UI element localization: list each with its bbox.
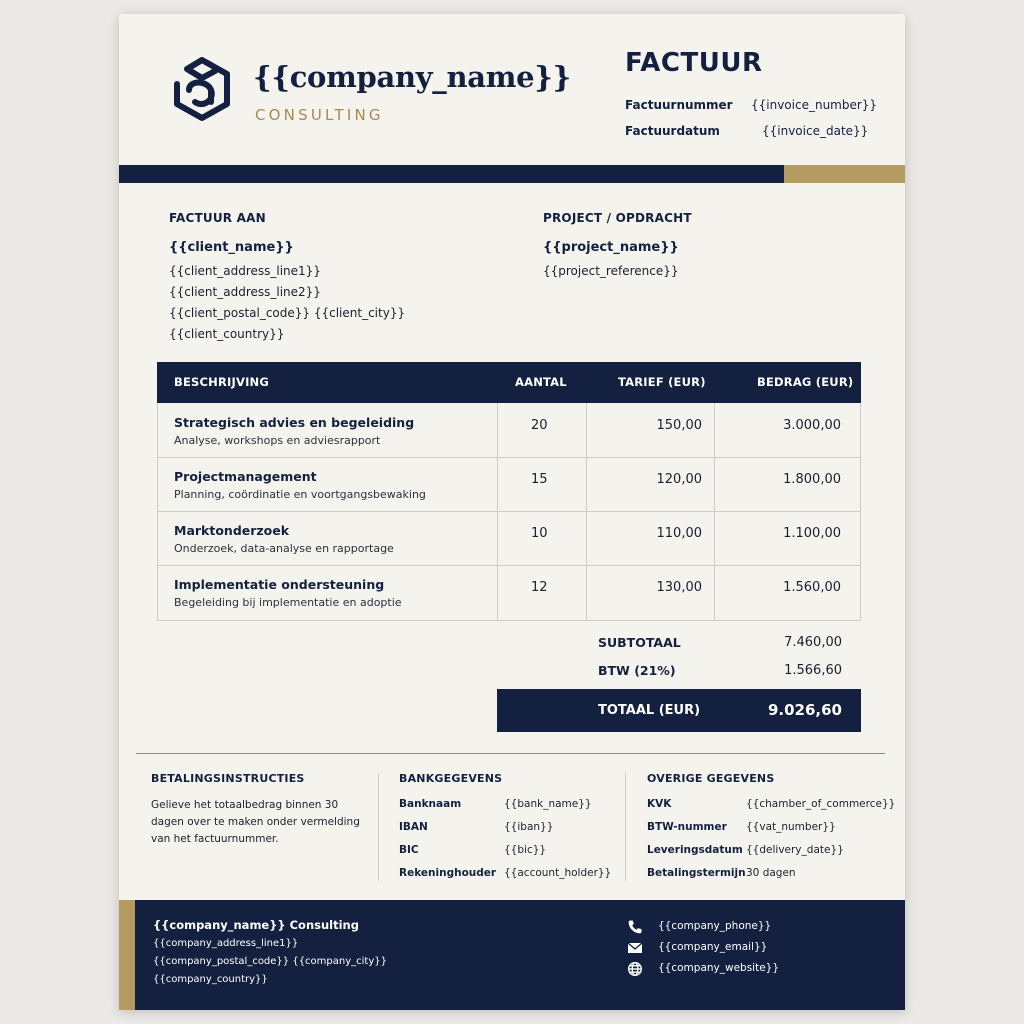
footer-website: {{company_website}} [658,962,780,974]
invoice-number-value: {{invoice_number}} [751,98,878,112]
item-amount: 1.800,00 [783,472,841,487]
project-reference: {{project_reference}} [543,264,679,278]
account-holder-label: Rekeninghouder [399,867,497,879]
header-quantity: AANTAL [515,375,567,389]
globe-icon [627,961,643,977]
line-items-table [157,362,861,621]
footer-gold-bar [119,900,135,1010]
item-amount: 3.000,00 [783,418,841,433]
bank-name-value: {{bank_name}} [504,798,592,810]
footer-address-line: {{company_country}} [153,974,268,985]
payment-term-value: 30 dagen [746,867,796,879]
item-title: Projectmanagement [174,469,317,484]
iban-value: {{iban}} [504,821,554,833]
vat-number-value: {{vat_number}} [746,821,836,833]
footer-address-line: {{company_address_line1}} [153,938,299,949]
account-holder-value: {{account_holder}} [504,867,612,879]
company-subtitle: CONSULTING [255,106,384,124]
total-label: TOTAAL (EUR) [598,703,701,718]
table-body [157,403,861,621]
invoice-number-label: Factuurnummer [625,98,733,112]
header-rate: TARIEF (EUR) [618,375,706,389]
footer [119,900,905,1010]
item-amount: 1.560,00 [783,580,841,595]
bill-to-heading: FACTUUR AAN [169,211,266,225]
company-name: {{company_name}} [253,60,571,94]
table-header [157,362,861,403]
invoice-date-label: Factuurdatum [625,124,720,138]
item-quantity: 20 [531,418,548,433]
item-rate: 120,00 [656,472,702,487]
section-divider [136,753,885,754]
payment-term-label: Betalingstermijn [647,867,746,879]
kvk-label: KVK [647,798,672,810]
item-title: Implementatie ondersteuning [174,577,385,592]
bic-value: {{bic}} [504,844,547,856]
delivery-date-label: Leveringsdatum [647,844,743,856]
kvk-value: {{chamber_of_commerce}} [746,798,896,810]
item-description: Begeleiding bij implementatie en adoptie [174,596,402,609]
client-address-line: {{client_postal_code}} {{client_city}} [169,306,406,320]
invoice-date-value: {{invoice_date}} [762,124,869,138]
table-row [158,457,860,512]
phone-icon [627,919,643,935]
project-name: {{project_name}} [543,240,679,255]
payment-heading: BETALINGSINSTRUCTIES [151,772,305,785]
item-rate: 150,00 [656,418,702,433]
header-description: BESCHRIJVING [174,375,270,389]
invoice-page [119,14,905,1010]
payment-text: Gelieve het totaalbedrag binnen 30 dagen over te maken onder vermelding van het factuurnummer. [151,799,360,845]
vat-number-label: BTW-nummer [647,821,727,833]
item-rate: 110,00 [656,526,702,541]
footer-email: {{company_email}} [658,941,768,953]
item-quantity: 12 [531,580,548,595]
subtotal-value: 7.460,00 [784,635,842,650]
item-rate: 130,00 [656,580,702,595]
knot-logo-icon [167,54,237,128]
table-row [158,403,860,458]
client-address-line: {{client_address_line2}} [169,285,321,299]
table-row [158,565,860,619]
vat-value: 1.566,60 [784,663,842,678]
iban-label: IBAN [399,821,428,833]
header-band-navy [119,165,784,183]
header-band-gold [784,165,905,183]
footer-address-line: {{company_postal_code}} {{company_city}} [153,956,387,967]
project-heading: PROJECT / OPDRACHT [543,211,692,225]
bic-label: BIC [399,844,419,856]
grand-total [497,689,861,732]
item-title: Marktonderzoek [174,523,290,538]
table-row [158,511,860,566]
item-description: Analyse, workshops en adviesrapport [174,434,381,447]
footer-phone: {{company_phone}} [658,920,772,932]
client-address-line: {{client_address_line1}} [169,264,321,278]
envelope-icon [627,940,643,956]
subtotal-label: SUBTOTAAL [598,635,681,650]
bank-heading: BANKGEGEVENS [399,772,503,785]
delivery-date-value: {{delivery_date}} [746,844,844,856]
item-amount: 1.100,00 [783,526,841,541]
invoice-title: FACTUUR [625,48,763,78]
vat-label: BTW (21%) [598,663,676,678]
item-title: Strategisch advies en begeleiding [174,415,415,430]
item-quantity: 15 [531,472,548,487]
footer-company: {{company_name}} Consulting [153,918,359,932]
other-heading: OVERIGE GEGEVENS [647,772,775,785]
item-description: Planning, coördinatie en voortgangsbewaking [174,488,426,501]
item-description: Onderzoek, data-analyse en rapportage [174,542,394,555]
header-amount: BEDRAG (EUR) [757,375,854,389]
item-quantity: 10 [531,526,548,541]
client-name: {{client_name}} [169,240,294,255]
client-address-line: {{client_country}} [169,327,285,341]
total-value: 9.026,60 [767,701,842,719]
bank-name-label: Banknaam [399,798,462,810]
